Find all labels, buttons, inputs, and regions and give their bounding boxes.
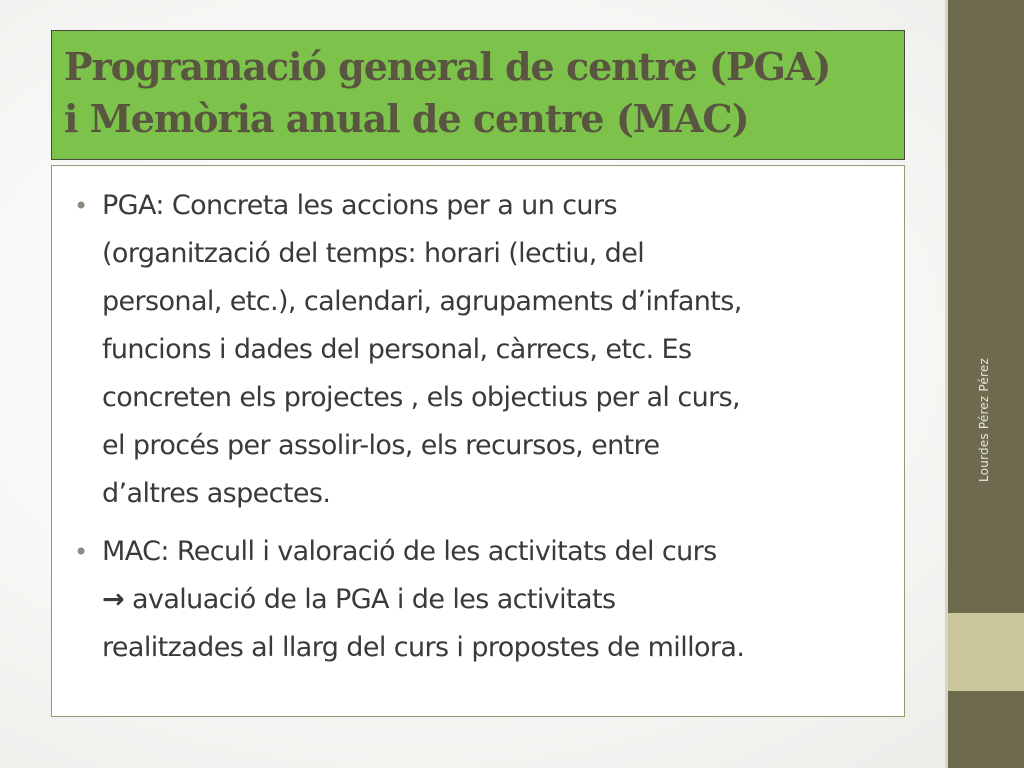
content-box [51,165,905,717]
slide-title-box [51,30,905,160]
author-footer: Lourdes Pérez Pérez [977,358,991,482]
bullet-item-pga [74,182,890,518]
bullet-item-mac [74,528,890,672]
text-line: el procés per assolir-los, els recursos, entre [102,430,660,461]
text-line: funcions i dades del personal, càrrecs, etc. Es [102,334,692,365]
bullet-text-pga [102,182,742,518]
text-line: concreten els projectes , els objectius per al curs, [102,382,741,413]
text-line: personal, etc.), calendari, agrupaments d’infants, [102,286,742,317]
bullet-dot-icon: • [74,192,89,220]
arrow-right-icon: → [102,584,125,615]
text-line: avaluació de la PGA i de les activitats [132,584,616,615]
text-line: (organització del temps: horari (lectiu, del [102,238,645,269]
text-line: PGA: Concreta les accions per a un curs [102,190,617,221]
bullet-dot-icon: • [74,538,89,566]
bullet-text-mac [102,528,744,672]
slide-title-line-2: i Memòria anual de centre (MAC) [64,96,749,141]
sidebar-accent-block [948,613,1024,691]
text-line: MAC: Recull i valoració de les activitats del curs [102,536,717,567]
text-line: realitzades al llarg del curs i propostes de millora. [102,632,745,663]
text-line-with-arrow [102,576,744,624]
text-line: d’altres aspectes. [102,478,331,509]
slide-title-line-1: Programació general de centre (PGA) [64,44,831,89]
